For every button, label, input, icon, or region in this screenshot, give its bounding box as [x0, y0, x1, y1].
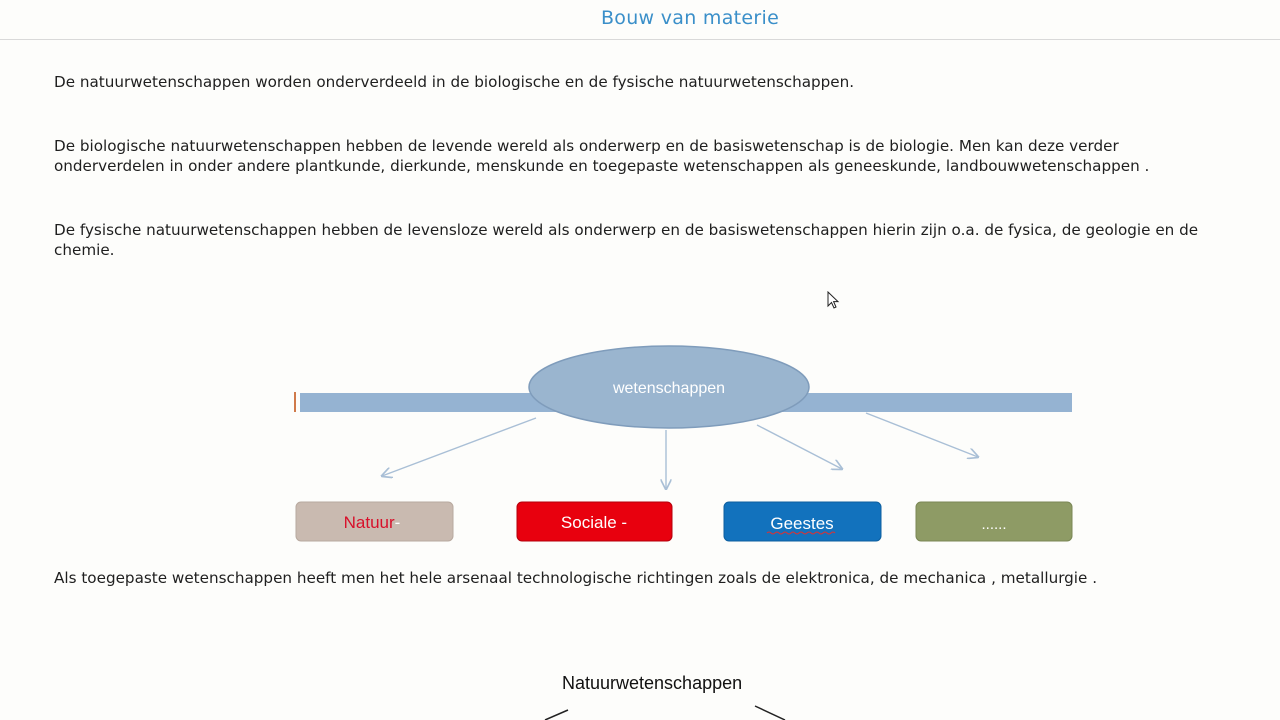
box-natuur-label: Natuur [343, 513, 395, 532]
bottom-diagram-title: Natuurwetenschappen [562, 673, 743, 693]
box-other-label: ...... [981, 516, 1007, 533]
bottom-diagram-line-right [755, 706, 785, 720]
box-sociale-label: Sociale - [560, 513, 628, 532]
paragraph-biological-line-2: onderverdelen in onder andere plantkunde, dierkunde, menskunde en toegepaste wetenschappen als geneeskunde, landbouwwetenschappen . [54, 157, 1150, 175]
paragraph-applied: Als toegepaste wetenschappen heeft men het hele arsenaal technologische richtingen zoals de elektronica, de mechanica , metallurgie . [54, 569, 1098, 587]
paragraph-physical-line-2: chemie. [54, 241, 115, 259]
box-natuur-suffix: - [394, 513, 401, 532]
paragraph-intro: De natuurwetenschappen worden onderverdeeld in de biologische en de fysische natuurwetenschappen. [54, 73, 855, 91]
center-ellipse-label: wetenschappen [612, 380, 726, 397]
box-geestes-label: Geestes [770, 514, 834, 533]
paragraph-biological-line-1: De biologische natuurwetenschappen hebben de levende wereld als onderwerp en de basiswetenschap is de biologie. Men kan deze verder [54, 137, 1119, 155]
paragraph-physical-line-1: De fysische natuurwetenschappen hebben de levensloze wereld als onderwerp en de basiswetenschappen hierin zijn o.a. de fysica, de geologie en de [54, 221, 1199, 239]
bottom-diagram-line-left [545, 710, 568, 720]
page-title: Bouw van materie [600, 7, 780, 29]
